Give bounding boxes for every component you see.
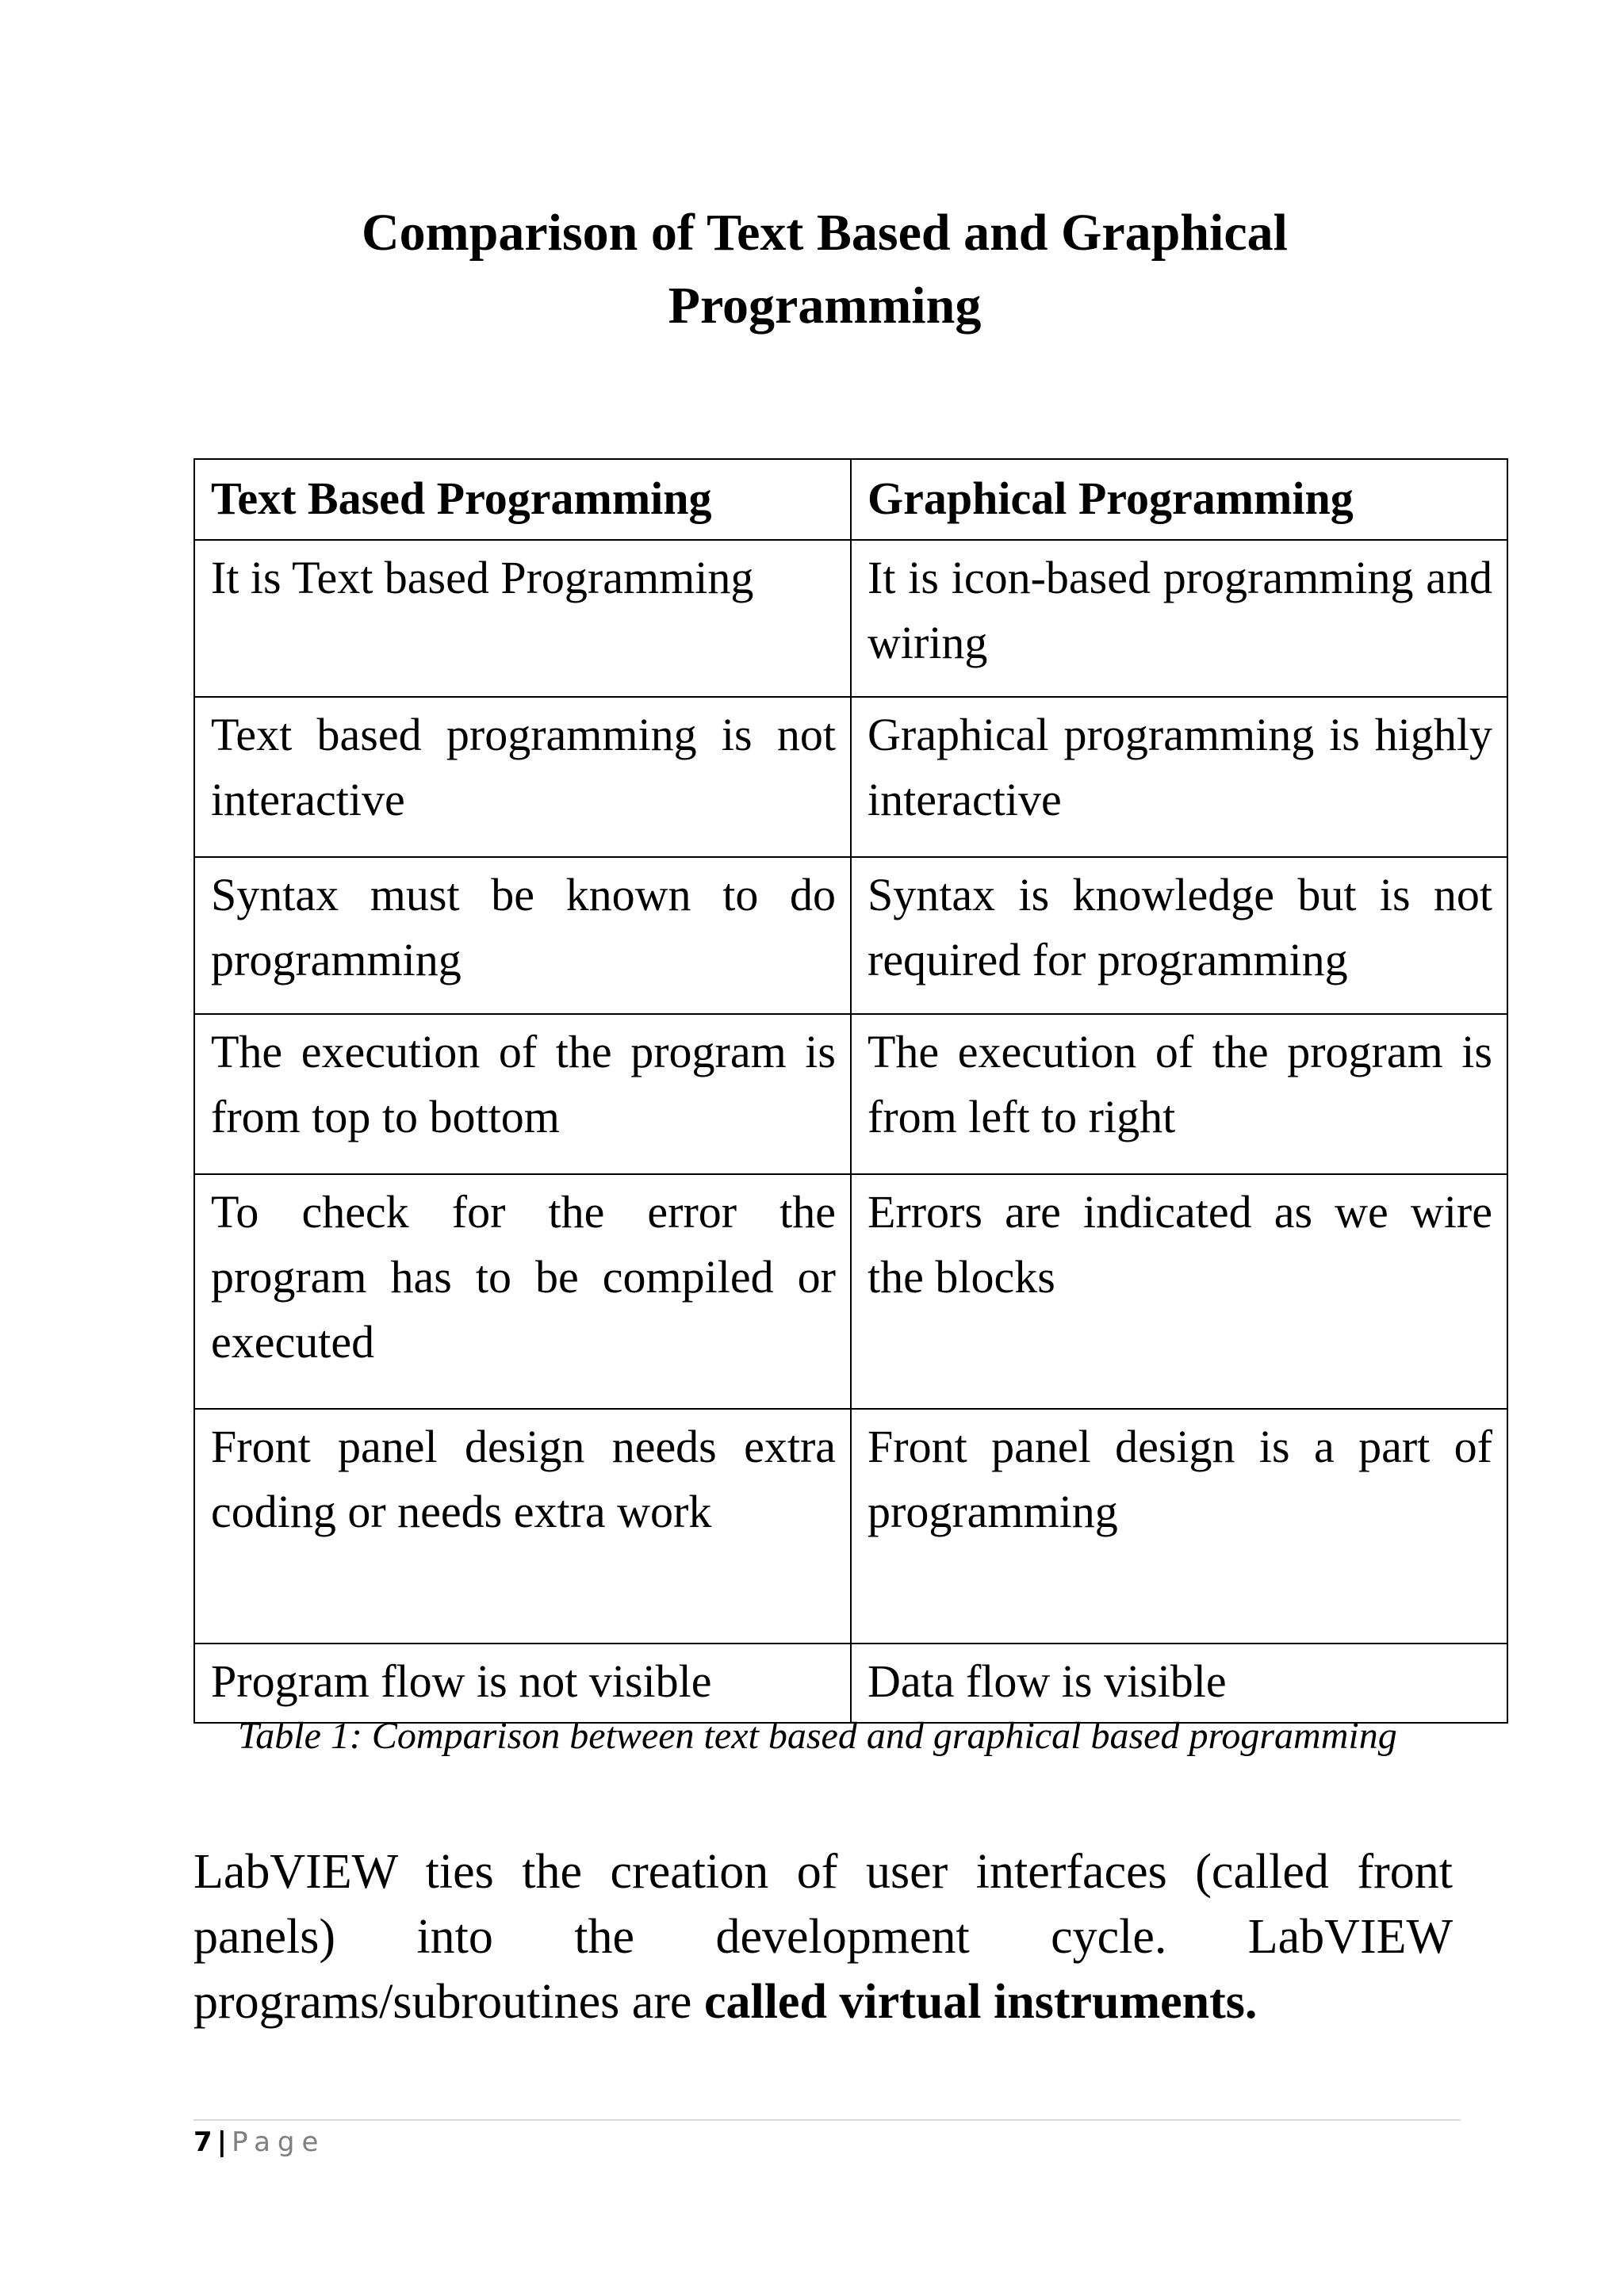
- paragraph-emphasis: called virtual instruments.: [703, 1975, 1258, 2029]
- page-title-line-1: Comparison of Text Based and Graphical: [361, 204, 1289, 262]
- table-cell-graphical: The execution of the program is from left to right: [851, 1014, 1507, 1174]
- table-row: [194, 697, 1507, 857]
- table-cell-text-based: The execution of the program is from top to bottom: [194, 1014, 851, 1174]
- table-row: [194, 540, 1507, 697]
- table-cell-graphical: Errors are indicated as we wire the blocks: [851, 1174, 1507, 1409]
- table-row: [194, 1174, 1507, 1409]
- body-paragraph: [193, 1839, 1453, 2034]
- page-title-line-2: Programming: [668, 277, 982, 335]
- footer-divider: [193, 2119, 1461, 2121]
- table-cell-text-based: Text based programming is not interactive: [194, 697, 851, 857]
- table-cell-graphical: Front panel design is a part of programming: [851, 1409, 1507, 1644]
- footer-separator: |: [216, 2126, 228, 2158]
- comparison-table: [193, 458, 1508, 1724]
- table-cell-graphical: It is icon-based programming and wiring: [851, 540, 1507, 697]
- table-cell-text-based: Syntax must be known to do programming: [194, 857, 851, 1014]
- table-cell-text-based: It is Text based Programming: [194, 540, 851, 697]
- page-label: Page: [232, 2126, 326, 2158]
- table-row: [194, 1644, 1507, 1723]
- page-footer: [193, 2125, 325, 2160]
- header-graphical: Graphical Programming: [851, 459, 1507, 540]
- page-number: 7: [193, 2126, 213, 2158]
- page-title: [190, 197, 1459, 342]
- table-row: [194, 857, 1507, 1014]
- table-cell-graphical: Data flow is visible: [851, 1644, 1507, 1723]
- table-cell-text-based: Program flow is not visible: [194, 1644, 851, 1723]
- table-header-row: [194, 459, 1507, 540]
- table-cell-graphical: Syntax is knowledge but is not required for programming: [851, 857, 1507, 1014]
- table-row: [194, 1014, 1507, 1174]
- table-row: [194, 1409, 1507, 1644]
- table-cell-graphical: Graphical programming is highly interactive: [851, 697, 1507, 857]
- header-text-based: Text Based Programming: [194, 459, 851, 540]
- table-cell-text-based: To check for the error the program has to be compiled or executed: [194, 1174, 851, 1409]
- paragraph-text: LabVIEW ties the creation of user interfaces (called front panels) into the development cycle. LabVIEW programs/subroutines are: [193, 1845, 1453, 2029]
- table-cell-text-based: Front panel design needs extra coding or needs extra work: [194, 1409, 851, 1644]
- table-caption: Table 1: Comparison between text based and graphical based programming: [238, 1715, 1397, 1757]
